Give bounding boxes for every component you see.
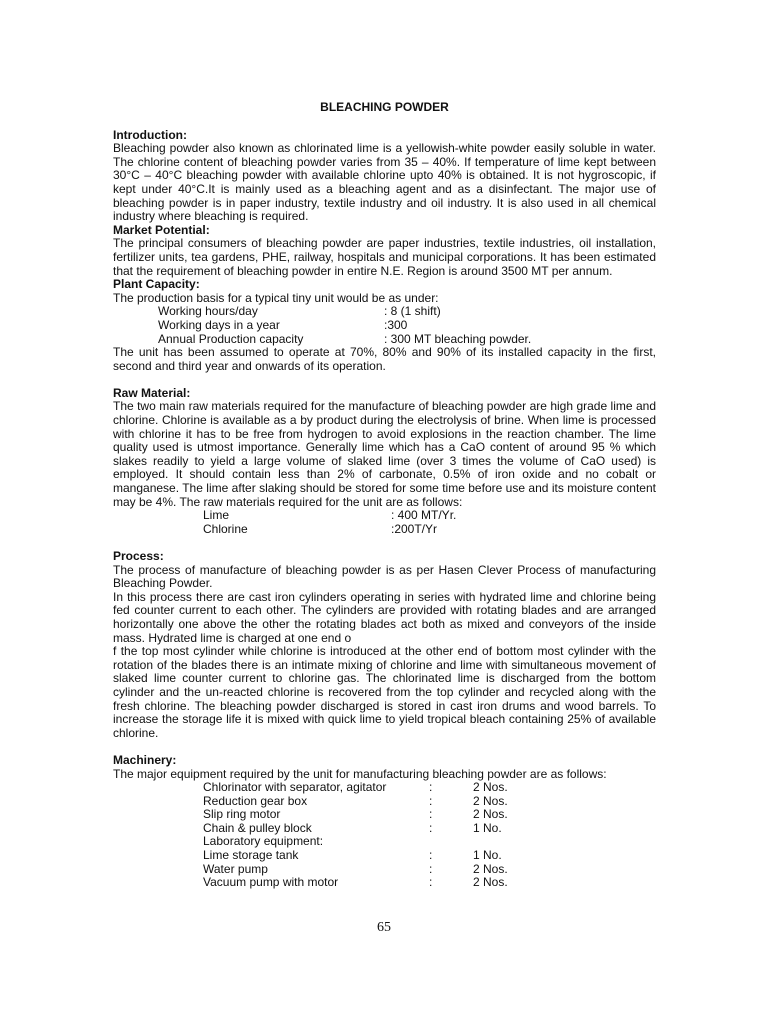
raw-material-label: Chlorine: [203, 521, 248, 536]
machinery-label: Reduction gear box: [203, 793, 308, 808]
section-heading: Raw Material:: [113, 385, 191, 400]
spacer: [113, 536, 656, 550]
machinery-row: [113, 795, 508, 809]
section-paragraph: f the top most cylinder while chlorine is introduced at the other end of bottom most cylinder with the rotation of the blades there is an intimate mixing of chlorine and lime with simultaneous movement of slaked lime counter current to chlorine gas. The chlorinated lime is discharged from the bottom cylinder and the un-reacted chlorine is recovered from the top cylinder and recycled along with the fresh chlorine. The bleaching powder discharged is stored in cast iron drums and wood barrels. To increase the storage life it is mixed with quick lime to yield tropical bleach containing 25% of available chlorine.: [113, 644, 656, 740]
machinery-label: Slip ring motor: [203, 807, 281, 822]
section-process: [113, 550, 656, 740]
machinery-qty: 2 Nos.: [473, 807, 508, 822]
machinery-row: [113, 863, 508, 877]
raw-material-value: : 400 MT/Yr.: [391, 508, 457, 523]
section-heading: Market Potential:: [113, 222, 210, 237]
raw-material-row: [113, 509, 456, 523]
machinery-label: Lime storage tank: [203, 848, 299, 863]
machinery-qty: 2 Nos.: [473, 861, 508, 876]
machinery-label: Vacuum pump with motor: [203, 875, 339, 890]
machinery-row: [113, 849, 508, 863]
machinery-qty: [473, 835, 508, 849]
section-paragraph: The process of manufacture of bleaching powder is as per Hasen Clever Process of manufacturing Bleaching Powder.: [113, 562, 656, 591]
section-paragraph: The production basis for a typical tiny unit would be as under:: [113, 290, 439, 305]
capacity-value: :300: [384, 317, 408, 332]
capacity-value: : 8 (1 shift): [384, 304, 441, 319]
machinery-row: [113, 781, 508, 795]
raw-material-label: Lime: [203, 508, 230, 523]
section-market-potential: [113, 224, 656, 278]
machinery-colon: :: [429, 793, 433, 808]
section-heading: Machinery:: [113, 752, 177, 767]
section-paragraph: The major equipment required by the unit for manufacturing bleaching powder are as follows:: [113, 766, 607, 781]
section-paragraph: The unit has been assumed to operate at 70%, 80% and 90% of its installed capacity in the first, second and third year and onwards of its operation.: [113, 345, 656, 373]
machinery-colon: [429, 835, 473, 849]
section-paragraph: Bleaching powder also known as chlorinated lime is a yellowish-white powder easily soluble in water. The chlorine content of bleaching powder varies from 35 – 40%. If temperature of lime kept between 30°C – 40°C bleaching powder with available chlorine upto 40% is obtained. It is not hygroscopic, if kept under 40°C.It is mainly used as a bleaching agent and as a disinfectant. The major use of bleaching powder is in paper industry, textile industry and oil industry. It is also used in all chemical industry where bleaching is required.: [113, 141, 656, 224]
machinery-table: [113, 781, 508, 890]
machinery-row: [113, 808, 508, 822]
document-title: BLEACHING POWDER: [320, 100, 449, 114]
machinery-colon: :: [429, 848, 433, 863]
machinery-row: [113, 822, 508, 836]
capacity-row: [113, 305, 531, 319]
section-paragraph: The principal consumers of bleaching powder are paper industries, textile industries, oil installation, fertilizer units, tea gardens, PHE, railway, hospitals and municipal corporations. It has been estimated that the requirement of bleaching powder in entire N.E. Region is around 3500 MT per annum.: [113, 236, 656, 278]
capacity-row: [113, 319, 531, 333]
section-heading: Introduction:: [113, 127, 187, 142]
machinery-qty: 2 Nos.: [473, 780, 508, 795]
spacer: [113, 740, 656, 754]
machinery-colon: :: [429, 780, 433, 795]
capacity-label: Working hours/day: [158, 304, 258, 319]
raw-material-table: [113, 509, 456, 536]
capacity-table: [113, 305, 531, 346]
section-raw-material: [113, 387, 656, 537]
machinery-label: Water pump: [203, 861, 268, 876]
machinery-qty: 1 No.: [473, 820, 502, 835]
machinery-colon: :: [429, 820, 433, 835]
capacity-label: Annual Production capacity: [158, 331, 304, 346]
spacer: [113, 373, 656, 387]
section-heading: Plant Capacity:: [113, 277, 200, 292]
section-plant-capacity: [113, 278, 656, 373]
machinery-colon: :: [429, 861, 433, 876]
capacity-value: : 300 MT bleaching powder.: [384, 331, 532, 346]
section-paragraph: The two main raw materials required for the manufacture of bleaching powder are high grade lime and chlorine. Chlorine is available as a by product during the electrolysis of brine. When lime is processed with chlorine it has to be free from hydrogen to avoid explosions in the reaction chamber. The lime quality used is utmost importance. Generally lime which has a CaO content of around 95 % which slakes readily to yield a large volume of slaked lime (over 3 times the volume of CaO used) is employed. It should contain less than 2% of carbonate, 0.5% of iron oxide and no cobalt or manganese. The lime after slaking should be stored for some time before use and its moisture content may be 4%. The raw materials required for the unit are as follows:: [113, 399, 656, 509]
capacity-label: Working days in a year: [158, 317, 280, 332]
document-body: [113, 101, 656, 890]
machinery-row: [113, 835, 508, 849]
section-heading: Process:: [113, 549, 164, 563]
machinery-qty: 2 Nos.: [473, 875, 508, 890]
section-paragraph: In this process there are cast iron cylinders operating in series with hydrated lime and chlorine being fed counter current to each other. The cylinders are provided with rotating blades and are arranged horizontally one above the other the rotating blades act both as mixed and conveyors of the inside mass. Hydrated lime is charged at one end o: [113, 589, 656, 645]
section-introduction: [113, 129, 656, 224]
section-machinery: [113, 754, 656, 890]
raw-material-value: :200T/Yr: [391, 521, 438, 536]
machinery-label: Chlorinator with separator, agitator: [203, 780, 387, 795]
machinery-qty: 2 Nos.: [473, 793, 508, 808]
capacity-row: [113, 333, 531, 347]
page-number: 65: [377, 920, 391, 935]
machinery-qty: 1 No.: [473, 848, 502, 863]
machinery-label: Laboratory equipment:: [203, 834, 324, 849]
machinery-colon: :: [429, 807, 433, 822]
machinery-colon: :: [429, 875, 433, 890]
machinery-row: [113, 876, 508, 890]
machinery-label: Chain & pulley block: [203, 820, 312, 835]
raw-material-row: [113, 523, 456, 537]
